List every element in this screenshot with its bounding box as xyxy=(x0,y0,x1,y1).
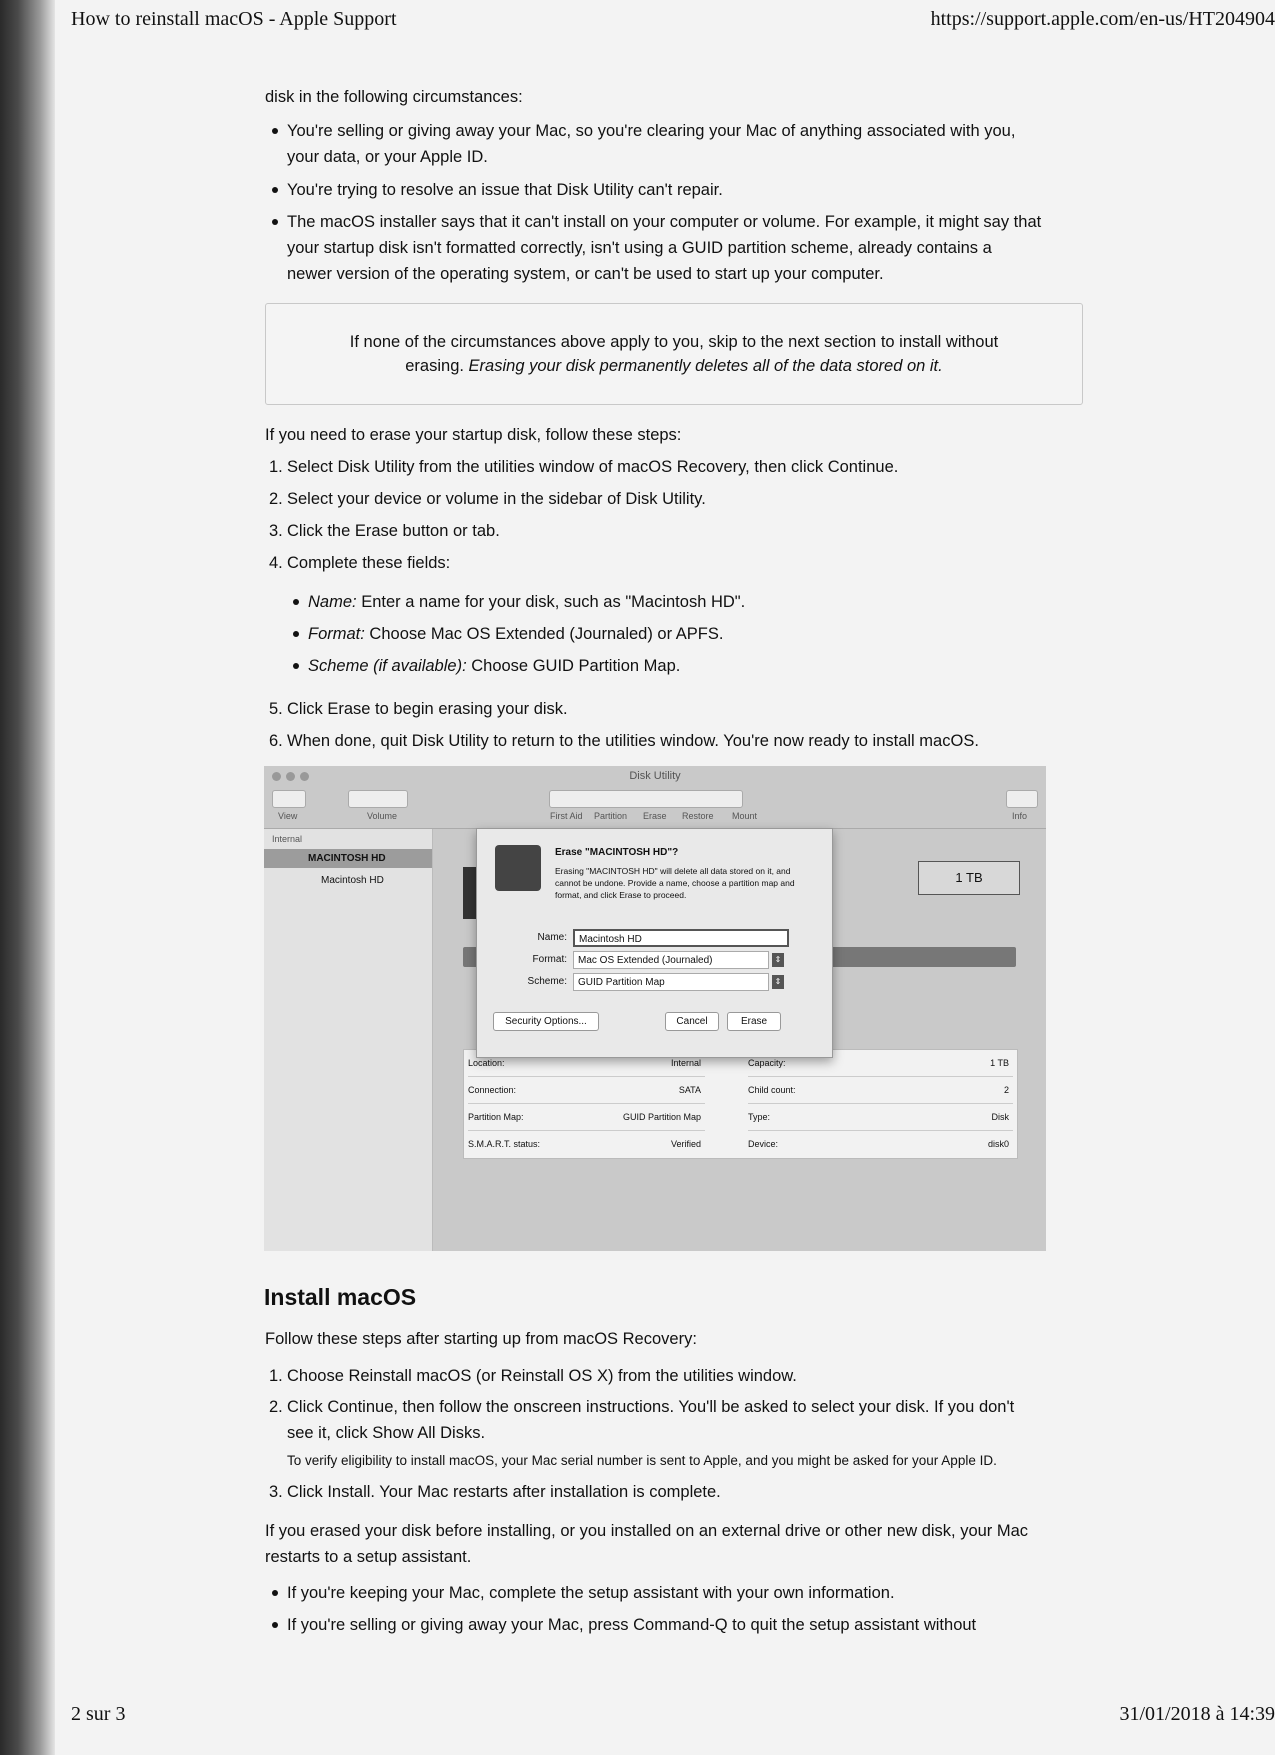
scan-edge-shadow xyxy=(0,0,55,1755)
format-label: Format: xyxy=(532,954,567,965)
hard-drive-icon xyxy=(495,845,541,891)
step-item: 2. Select your device or volume in the sidebar of Disk Utility. xyxy=(269,490,706,508)
toolbar-label: Info xyxy=(1012,811,1028,821)
erase-intro: If you need to erase your startup disk, follow these steps: xyxy=(265,426,682,444)
info-row: Capacity: 1 TB xyxy=(748,1050,1013,1077)
toolbar-actions xyxy=(549,790,743,808)
scheme-label: Scheme: xyxy=(527,976,567,987)
capacity-badge: 1 TB xyxy=(918,861,1020,895)
name-field: Macintosh HD xyxy=(573,929,789,947)
chevron-updown-icon: ⇕ xyxy=(772,975,784,989)
step-item: 4. Complete these fields: xyxy=(269,554,451,572)
field-item: Scheme (if available): Choose GUID Partition Map. xyxy=(308,653,680,679)
disk-utility-screenshot xyxy=(264,766,1046,1251)
info-row: S.M.A.R.T. status: Verified xyxy=(468,1139,701,1149)
security-options-button: Security Options... xyxy=(493,1012,599,1031)
info-row: Partition Map: GUID Partition Map xyxy=(468,1104,705,1131)
page-header-url[interactable]: https://support.apple.com/en-us/HT204904 xyxy=(930,8,1275,30)
erase-button: Erase xyxy=(727,1012,781,1031)
dialog-message: Erasing "MACINTOSH HD" will delete all data stored on it, and cannot be undone. Provide a name, choose a partition map and format, and click Erase to proceed. xyxy=(555,866,795,900)
note-line: If none of the circumstances above apply to you, skip to the next section to install without xyxy=(349,333,999,351)
page-header-title: How to reinstall macOS - Apple Support xyxy=(71,8,397,30)
window-toolbar xyxy=(264,766,1046,829)
toolbar-label: Partition xyxy=(594,811,628,821)
step-item: 1. Choose Reinstall macOS (or Reinstall OS X) from the utilities window. xyxy=(269,1367,797,1385)
scheme-select: GUID Partition Map ⇕ xyxy=(573,973,769,991)
info-row: Connection: SATA xyxy=(468,1077,705,1104)
note-box xyxy=(265,303,1083,405)
info-row: Type: Disk xyxy=(748,1104,1013,1131)
after-paragraph: If you erased your disk before installing, or you installed on an external drive or other new disk, your Mac restarts to a setup assistant. xyxy=(265,1522,1029,1566)
field-item: Format: Choose Mac OS Extended (Journaled) or APFS. xyxy=(308,621,723,647)
info-button xyxy=(1006,790,1038,808)
list-item: You're trying to resolve an issue that Disk Utility can't repair. xyxy=(287,177,723,203)
toolbar-label: View xyxy=(278,811,298,821)
intro-text: disk in the following circumstances: xyxy=(265,88,523,106)
info-row: Device: disk0 xyxy=(748,1139,1009,1149)
toolbar-label: Mount xyxy=(732,811,758,821)
info-row: Child count: 2 xyxy=(748,1077,1013,1104)
step-item: 5. Click Erase to begin erasing your disk. xyxy=(269,700,568,718)
page-number: 2 sur 3 xyxy=(71,1703,126,1725)
field-item: Name: Enter a name for your disk, such as "Macintosh HD". xyxy=(308,589,745,615)
view-button xyxy=(272,790,306,808)
volume-button xyxy=(348,790,408,808)
dialog-title: Erase "MACINTOSH HD"? xyxy=(555,847,679,858)
install-intro: Follow these steps after starting up from macOS Recovery: xyxy=(265,1330,697,1348)
step-item: 2. Click Continue, then follow the onscreen instructions. You'll be asked to select your disk. If you don't see it, click Show All Disks. xyxy=(269,1398,1015,1442)
eligibility-note: To verify eligibility to install macOS, your Mac serial number is sent to Apple, and you might be asked for your Apple ID. xyxy=(287,1453,997,1468)
name-label: Name: xyxy=(537,932,567,943)
install-heading: Install macOS xyxy=(264,1284,417,1310)
toolbar-label: Erase xyxy=(643,811,667,821)
step-item: 3. Click Install. Your Mac restarts after installation is complete. xyxy=(269,1483,721,1501)
list-item: If you're keeping your Mac, complete the setup assistant with your own information. xyxy=(287,1580,895,1606)
disk-info-table xyxy=(463,1049,1018,1159)
sidebar-section: Internal xyxy=(272,834,303,844)
sidebar-disk: MACINTOSH HD xyxy=(308,853,386,864)
list-item: If you're selling or giving away your Mac, press Command-Q to quit the setup assistant without xyxy=(287,1612,976,1638)
list-item: You're selling or giving away your Mac, so you're clearing your Mac of anything associated with you, your data, or your Apple ID. xyxy=(287,118,1015,170)
list-item: The macOS installer says that it can't install on your computer or volume. For example, it might say that your startup disk isn't formatted correctly, isn't using a GUID partition scheme, already contains a newer version of the operating system, or can't be used to start up your computer. xyxy=(287,209,1041,287)
disk-sidebar xyxy=(264,829,433,1251)
erase-dialog xyxy=(476,828,833,1058)
note-warning: Erasing your disk permanently deletes all of the data stored on it. xyxy=(468,357,943,375)
cancel-button: Cancel xyxy=(665,1012,719,1031)
toolbar-label: First Aid xyxy=(550,811,583,821)
step-item: 3. Click the Erase button or tab. xyxy=(269,522,500,540)
format-select: Mac OS Extended (Journaled) ⇕ xyxy=(573,951,769,969)
toolbar-label: Volume xyxy=(367,811,398,821)
step-item: 6. When done, quit Disk Utility to return to the utilities window. You're now ready to install macOS. xyxy=(269,732,979,750)
toolbar-label: Restore xyxy=(682,811,714,821)
sidebar-volume: Macintosh HD xyxy=(321,875,384,886)
window-title: Disk Utility xyxy=(629,770,681,782)
step-item: 1. Select Disk Utility from the utilities window of macOS Recovery, then click Continue. xyxy=(269,458,899,476)
chevron-updown-icon: ⇕ xyxy=(772,953,784,967)
note-line: erasing. xyxy=(405,357,469,375)
info-row: Location: Internal xyxy=(468,1050,705,1077)
print-datetime: 31/01/2018 à 14:39 xyxy=(1119,1703,1275,1725)
